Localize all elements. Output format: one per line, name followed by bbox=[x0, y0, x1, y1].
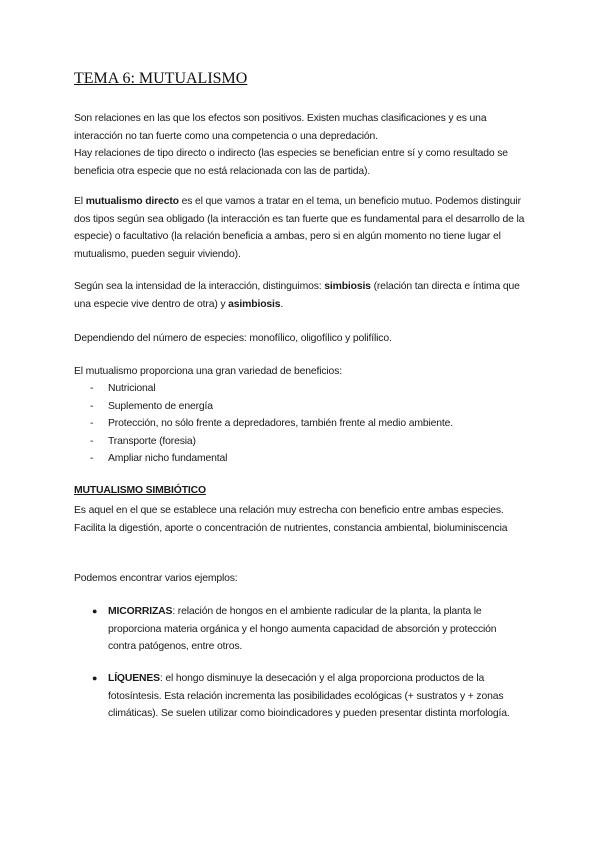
especies-paragraph bbox=[74, 330, 534, 348]
page-title: TEMA 6: MUTUALISMO bbox=[74, 70, 248, 87]
list-item bbox=[90, 398, 530, 416]
bullet-icon: ● bbox=[92, 606, 98, 616]
especies-text: Dependiendo del número de especies: monofílico, oligofílico y polifílico. bbox=[74, 333, 392, 344]
intensidad-paragraph bbox=[74, 278, 534, 313]
liquenes-item bbox=[92, 670, 532, 723]
list-item bbox=[90, 433, 530, 451]
micorrizas-term: MICORRIZAS bbox=[108, 606, 173, 617]
micorrizas-item bbox=[92, 603, 532, 656]
directo-paragraph bbox=[74, 193, 534, 263]
list-item-text: Suplemento de energía bbox=[108, 400, 213, 412]
dash-marker: - bbox=[90, 435, 94, 447]
intensidad-post: . bbox=[280, 298, 284, 310]
intro-paragraph-2: Hay relaciones de tipo directo o indirecto (las especies se benefician entre sí y como resultado se beneficia otra especie que no está relacionada con las de partida). bbox=[74, 148, 508, 177]
list-item-text: Nutricional bbox=[108, 383, 156, 394]
intensidad-pre: Según sea la intensidad de la interacción, distinguimos: bbox=[74, 281, 325, 292]
intro-paragraph-1: Son relaciones en las que los efectos son positivos. Existen muchas clasificaciones y es una interacción no tan fuerte como una competencia o una depredación. bbox=[74, 113, 487, 142]
directo-pre: El bbox=[74, 196, 86, 207]
list-item bbox=[90, 450, 530, 468]
liquenes-text: : el hongo disminuye la desecación y el alga proporciona productos de la fotosíntesis. Esta relación incrementa las posibilidades ecológicas (+ sustratos y + zonas climáticas). Se suelen utilizar como bioindicadores y pueden presentar distinta morfología. bbox=[108, 673, 510, 719]
list-item bbox=[90, 415, 530, 433]
bullet-icon: ● bbox=[92, 673, 98, 683]
dash-marker: - bbox=[90, 453, 94, 464]
directo-post: es el que vamos a tratar en el tema, un beneficio mutuo. Podemos distinguir dos tipos según sea obligado (la interacción es tan fuerte que es fundamental para el desarrollo de la especie) o facultativo (la relación beneficia a ambas, pero si en algún momento no tiene lugar el mutualismo, pueden seguir viviendo). bbox=[74, 196, 525, 260]
beneficios-intro-text: El mutualismo proporciona una gran variedad de beneficios: bbox=[74, 366, 342, 377]
ejemplos-text: Podemos encontrar varios ejemplos: bbox=[74, 573, 238, 584]
dash-marker: - bbox=[90, 400, 94, 412]
beneficios-intro bbox=[74, 363, 534, 381]
intensidad-term-simbiosis: simbiosis bbox=[324, 281, 371, 292]
dash-marker: - bbox=[90, 418, 94, 429]
intensidad-term-asimbiosis: asimbiosis bbox=[228, 298, 281, 310]
directo-term: mutualismo directo bbox=[85, 196, 179, 207]
micorrizas-text: : relación de hongos en el ambiente radicular de la planta, la planta le proporciona materia orgánica y el hongo aumenta capacidad de absorción y protección contra patógenos, entre otros. bbox=[108, 606, 497, 652]
simbiotico-text: Es aquel en el que se establece una relación muy estrecha con beneficio entre ambas especies. Facilita la digestión, aporte o concentración de nutrientes, constancia ambiental, bioluminiscencia bbox=[74, 505, 508, 534]
intensidad-mid: (relación tan directa e íntima que una especie vive dentro de otra) y bbox=[74, 281, 520, 310]
liquenes-term: LÍQUENES bbox=[108, 673, 160, 684]
list-item-text: Ampliar nicho fundamental bbox=[108, 453, 228, 464]
dash-marker: - bbox=[90, 383, 94, 394]
simbiotico-paragraph bbox=[74, 502, 534, 537]
list-item bbox=[90, 380, 530, 398]
intro-section bbox=[74, 110, 534, 180]
beneficios-list bbox=[90, 380, 530, 468]
list-item-text: Transporte (foresia) bbox=[108, 435, 196, 447]
list-item-text: Protección, no sólo frente a depredadores, también frente al medio ambiente. bbox=[108, 418, 453, 429]
ejemplos-paragraph bbox=[74, 570, 534, 588]
section-heading-simbiotico: MUTUALISMO SIMBIÓTICO bbox=[74, 485, 206, 496]
